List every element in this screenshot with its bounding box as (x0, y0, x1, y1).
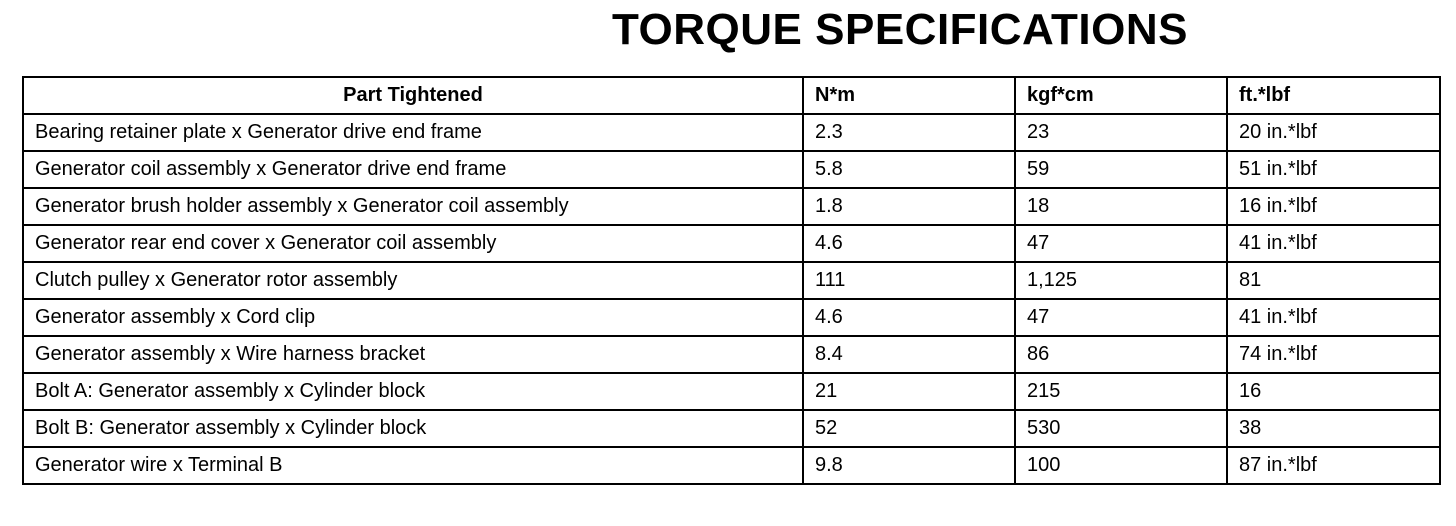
table-row (23, 299, 1440, 336)
cell-part: Generator coil assembly x Generator drive end frame (23, 151, 803, 188)
cell-nm: 21 (803, 373, 1015, 410)
header-nm: N*m (803, 77, 1015, 114)
table-row (23, 262, 1440, 299)
header-part-tightened: Part Tightened (23, 77, 803, 114)
cell-nm: 1.8 (803, 188, 1015, 225)
table-row (23, 410, 1440, 447)
cell-ft-lbf: 87 in.*lbf (1227, 447, 1440, 484)
table-row (23, 336, 1440, 373)
cell-part: Generator rear end cover x Generator coil assembly (23, 225, 803, 262)
cell-part: Bolt A: Generator assembly x Cylinder block (23, 373, 803, 410)
table-row (23, 447, 1440, 484)
cell-part: Clutch pulley x Generator rotor assembly (23, 262, 803, 299)
cell-kgf-cm: 47 (1015, 225, 1227, 262)
torque-spec-table (22, 76, 1441, 485)
cell-ft-lbf: 16 in.*lbf (1227, 188, 1440, 225)
cell-nm: 8.4 (803, 336, 1015, 373)
cell-kgf-cm: 18 (1015, 188, 1227, 225)
cell-kgf-cm: 530 (1015, 410, 1227, 447)
cell-nm: 52 (803, 410, 1015, 447)
cell-nm: 2.3 (803, 114, 1015, 151)
table-row (23, 151, 1440, 188)
cell-part: Generator wire x Terminal B (23, 447, 803, 484)
cell-ft-lbf: 41 in.*lbf (1227, 225, 1440, 262)
cell-ft-lbf: 20 in.*lbf (1227, 114, 1440, 151)
cell-nm: 4.6 (803, 225, 1015, 262)
cell-part: Generator assembly x Cord clip (23, 299, 803, 336)
cell-part: Bearing retainer plate x Generator drive end frame (23, 114, 803, 151)
table-row (23, 188, 1440, 225)
cell-ft-lbf: 16 (1227, 373, 1440, 410)
cell-part: Generator brush holder assembly x Generator coil assembly (23, 188, 803, 225)
table-row (23, 373, 1440, 410)
cell-kgf-cm: 215 (1015, 373, 1227, 410)
cell-nm: 9.8 (803, 447, 1015, 484)
cell-ft-lbf: 81 (1227, 262, 1440, 299)
cell-kgf-cm: 23 (1015, 114, 1227, 151)
cell-kgf-cm: 1,125 (1015, 262, 1227, 299)
cell-nm: 111 (803, 262, 1015, 299)
cell-nm: 5.8 (803, 151, 1015, 188)
cell-ft-lbf: 41 in.*lbf (1227, 299, 1440, 336)
cell-nm: 4.6 (803, 299, 1015, 336)
cell-ft-lbf: 51 in.*lbf (1227, 151, 1440, 188)
table-header-row (23, 77, 1440, 114)
cell-part: Generator assembly x Wire harness bracket (23, 336, 803, 373)
header-ft-lbf: ft.*lbf (1227, 77, 1440, 114)
cell-kgf-cm: 100 (1015, 447, 1227, 484)
cell-kgf-cm: 47 (1015, 299, 1227, 336)
cell-kgf-cm: 59 (1015, 151, 1227, 188)
table-row (23, 225, 1440, 262)
table-row (23, 114, 1440, 151)
cell-part: Bolt B: Generator assembly x Cylinder block (23, 410, 803, 447)
cell-kgf-cm: 86 (1015, 336, 1227, 373)
page-title: TORQUE SPECIFICATIONS (611, 5, 1189, 54)
header-kgf-cm: kgf*cm (1015, 77, 1227, 114)
cell-ft-lbf: 74 in.*lbf (1227, 336, 1440, 373)
cell-ft-lbf: 38 (1227, 410, 1440, 447)
